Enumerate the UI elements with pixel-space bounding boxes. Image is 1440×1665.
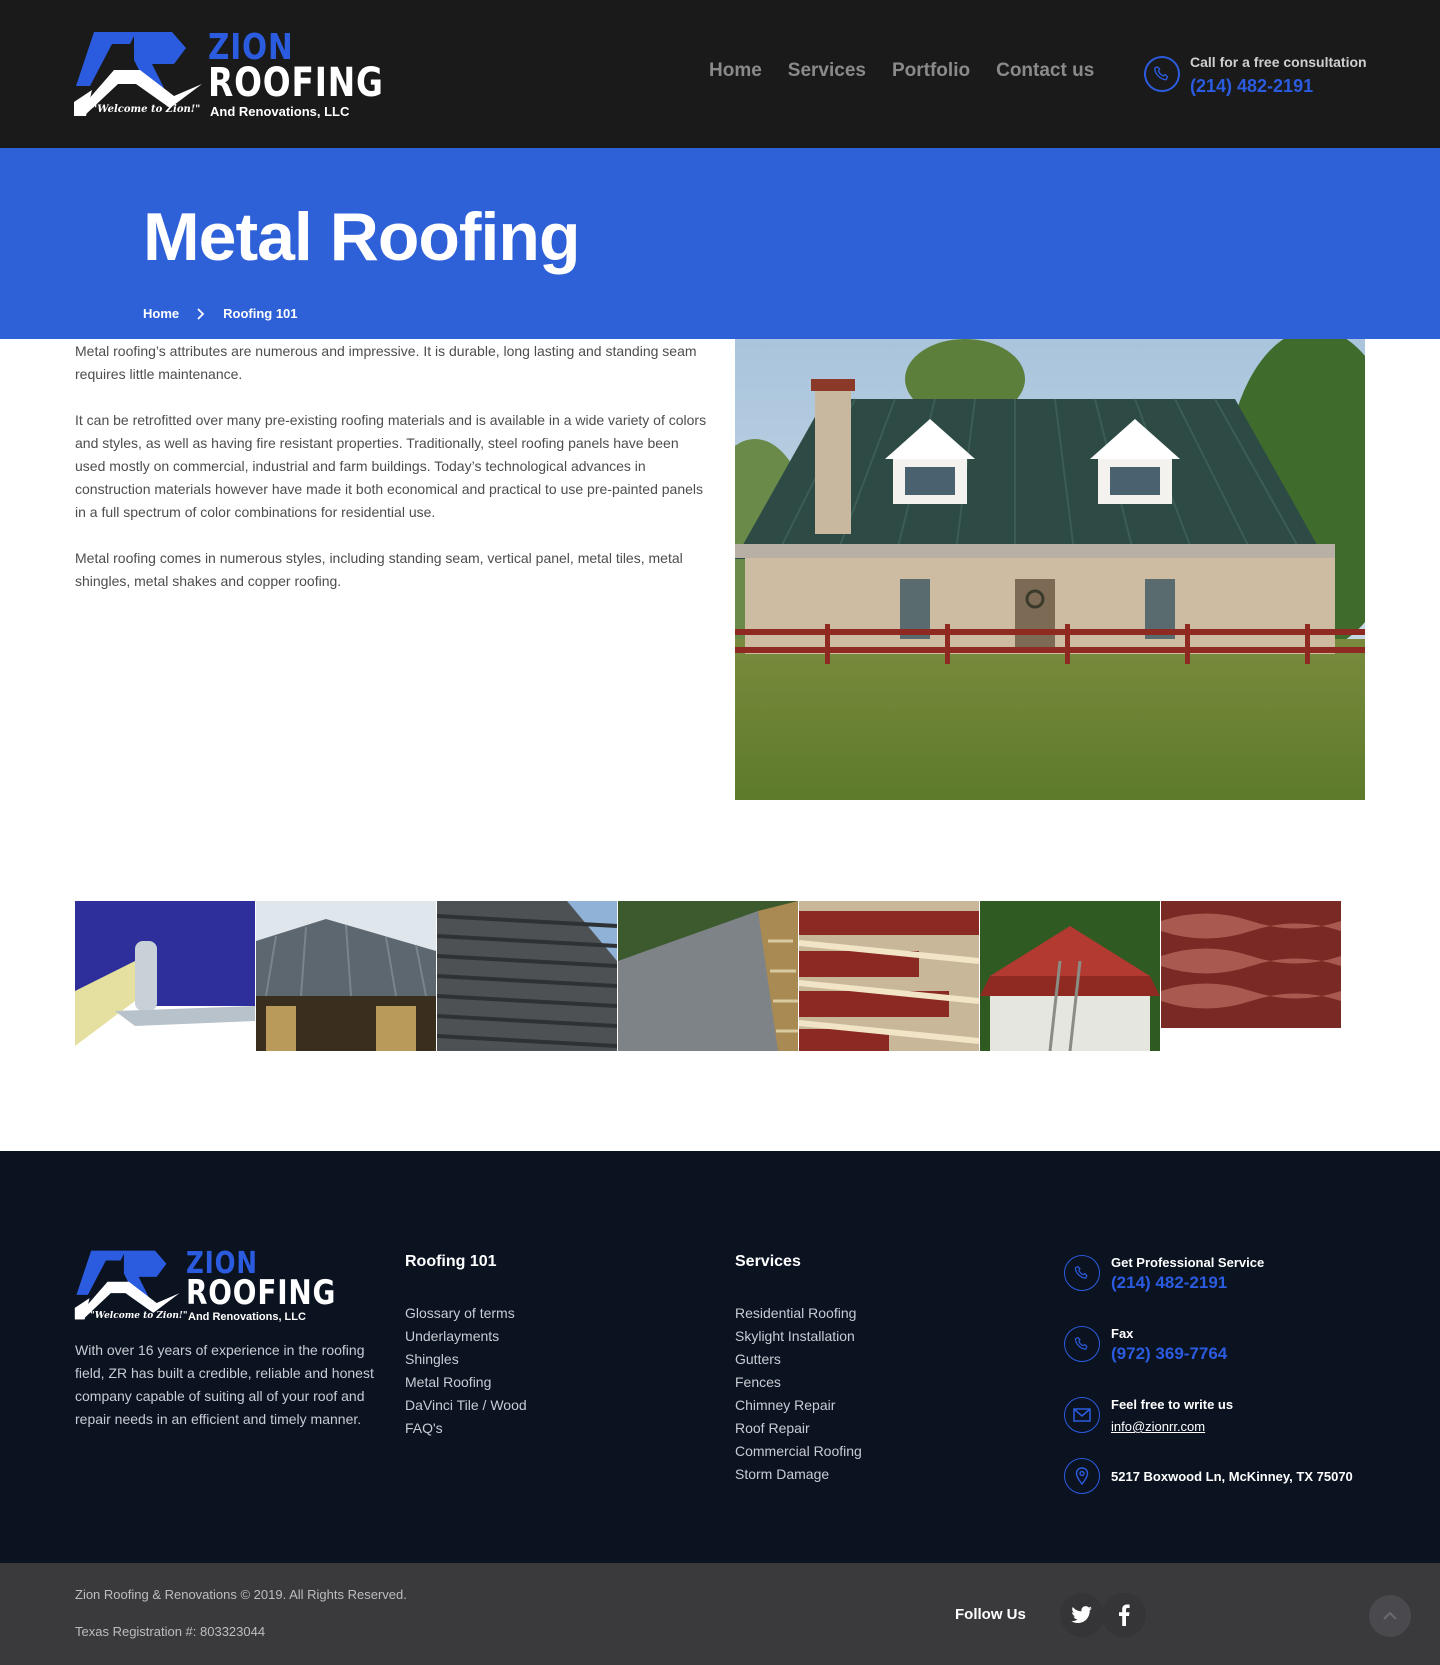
- logo-roofing-text: ROOFING: [208, 60, 384, 106]
- logo-subtitle: And Renovations, LLC: [188, 1311, 306, 1323]
- site-header: [0, 0, 1440, 148]
- gallery-thumb-metal-tiles-install[interactable]: [799, 901, 979, 1051]
- logo-subtitle: And Renovations, LLC: [210, 104, 350, 119]
- phone-icon: [1144, 56, 1180, 92]
- call-label: Call for a free consultation: [1190, 54, 1367, 70]
- main-nav: [709, 60, 1094, 82]
- follow-us-label: Follow Us: [955, 1606, 1026, 1623]
- footer-link[interactable]: Residential Roofing: [735, 1305, 857, 1321]
- phone-icon: [1064, 1326, 1100, 1362]
- breadcrumb: [143, 306, 298, 321]
- gallery-thumb-metal-shingles[interactable]: [437, 901, 617, 1051]
- footer-link[interactable]: Roof Repair: [735, 1420, 810, 1436]
- page-banner: [0, 148, 1440, 339]
- map-pin-icon: [1064, 1458, 1100, 1494]
- fax-number[interactable]: (972) 369-7764: [1111, 1344, 1228, 1363]
- email-link[interactable]: info@zionrr.com: [1111, 1419, 1206, 1434]
- nav-home[interactable]: Home: [709, 60, 762, 81]
- footer-about-text: With over 16 years of experience in the roofing field, ZR has built a credible, reliable and honest company capable of suiting all of your roof and repair needs in an efficient and timely manner.: [75, 1342, 374, 1427]
- footer-link[interactable]: Chimney Repair: [735, 1397, 836, 1413]
- header-call-block[interactable]: [1144, 52, 1434, 98]
- gallery-thumb-standing-seam[interactable]: [75, 901, 255, 1051]
- footer-roofing101-list: [405, 1302, 527, 1440]
- footer-link[interactable]: Shingles: [405, 1351, 459, 1367]
- site-logo[interactable]: [74, 27, 384, 120]
- logo-tagline: "Welcome to Zion!": [92, 104, 201, 115]
- footer-contact-address: [1064, 1458, 1424, 1498]
- chevron-right-icon: [195, 308, 207, 320]
- contact-label: Feel free to write us: [1111, 1397, 1234, 1412]
- footer-link[interactable]: Underlayments: [405, 1328, 500, 1344]
- phone-icon: [1064, 1255, 1100, 1291]
- breadcrumb-roofing-101[interactable]: Roofing 101: [223, 306, 298, 321]
- article-paragraph: Metal roofing comes in numerous styles, including standing seam, vertical panel, metal tiles, metal shingles, metal shakes and copper roofing.: [75, 550, 683, 589]
- footer-contact-email[interactable]: [1064, 1397, 1424, 1437]
- footer-link[interactable]: Skylight Installation: [735, 1328, 855, 1344]
- footer-link[interactable]: Glossary of terms: [405, 1305, 515, 1321]
- metal-roof-gallery: [75, 901, 1341, 1051]
- facebook-icon[interactable]: [1102, 1593, 1146, 1637]
- footer-services-list: [735, 1302, 862, 1486]
- footer-logo[interactable]: [74, 1246, 337, 1325]
- gallery-thumb-metal-panel-roof[interactable]: [256, 901, 436, 1051]
- site-footer: [0, 1151, 1440, 1563]
- contact-label: Fax: [1111, 1326, 1134, 1341]
- footer-link[interactable]: Fences: [735, 1374, 781, 1390]
- footer-link[interactable]: DaVinci Tile / Wood: [405, 1397, 527, 1413]
- nav-services[interactable]: Services: [787, 60, 866, 81]
- logo-zion-text: ZION: [186, 1246, 258, 1281]
- page-title: Metal Roofing: [143, 199, 580, 275]
- footer-contact-fax[interactable]: [1064, 1326, 1424, 1366]
- footer-link[interactable]: FAQ's: [405, 1420, 443, 1436]
- footer-link[interactable]: Storm Damage: [735, 1466, 830, 1482]
- bottom-bar: [0, 1563, 1440, 1665]
- footer-contact-service[interactable]: [1064, 1255, 1424, 1295]
- envelope-icon: [1064, 1397, 1100, 1433]
- footer-services-title: Services: [735, 1253, 801, 1270]
- footer-roofing101-title: Roofing 101: [405, 1253, 497, 1270]
- contact-label: Get Professional Service: [1111, 1255, 1265, 1270]
- copyright-text: Zion Roofing & Renovations © 2019. All Rights Reserved.: [75, 1587, 407, 1602]
- breadcrumb-home[interactable]: Home: [143, 306, 180, 321]
- twitter-icon[interactable]: [1060, 1593, 1104, 1637]
- scroll-to-top-button[interactable]: [1369, 1595, 1411, 1637]
- service-phone-link[interactable]: (214) 482-2191: [1111, 1273, 1228, 1292]
- gallery-thumb-gazebo-tile-roof[interactable]: [980, 901, 1160, 1051]
- metal-roof-house-photo: [735, 339, 1365, 800]
- logo-roofing-text: ROOFING: [186, 1273, 337, 1313]
- footer-link[interactable]: Commercial Roofing: [735, 1443, 862, 1459]
- call-phone-link[interactable]: (214) 482-2191: [1190, 76, 1314, 96]
- logo-zion-text: ZION: [208, 27, 294, 68]
- footer-link[interactable]: Gutters: [735, 1351, 781, 1367]
- nav-portfolio[interactable]: Portfolio: [891, 60, 971, 81]
- article-paragraph: It can be retrofitted over many pre-existing roofing materials and is available in a wide variety of colors and styles, as well as having fire resistant properties. Traditionally, steel roofing panels have been used mostly on commercial, industrial and farm buildings. Today’s technological advances in construction materials however have made it both economical and practical to use pre-painted panels in a full spectrum of color combinations for residential use.: [75, 412, 707, 520]
- nav-contact-us[interactable]: Contact us: [996, 60, 1095, 81]
- logo-tagline: "Welcome to Zion!": [90, 1311, 188, 1321]
- gallery-thumb-red-metal-tiles[interactable]: [1161, 901, 1341, 1051]
- article-text: [75, 340, 707, 616]
- registration-text: Texas Registration #: 803323044: [75, 1624, 266, 1639]
- footer-link[interactable]: Metal Roofing: [405, 1374, 492, 1390]
- article-paragraph: Metal roofing’s attributes are numerous and impressive. It is durable, long lasting and standing seam requires little maintenance.: [75, 343, 697, 382]
- gallery-thumb-metal-shakes[interactable]: [618, 901, 798, 1051]
- address-text: 5217 Boxwood Ln, McKinney, TX 75070: [1111, 1469, 1353, 1484]
